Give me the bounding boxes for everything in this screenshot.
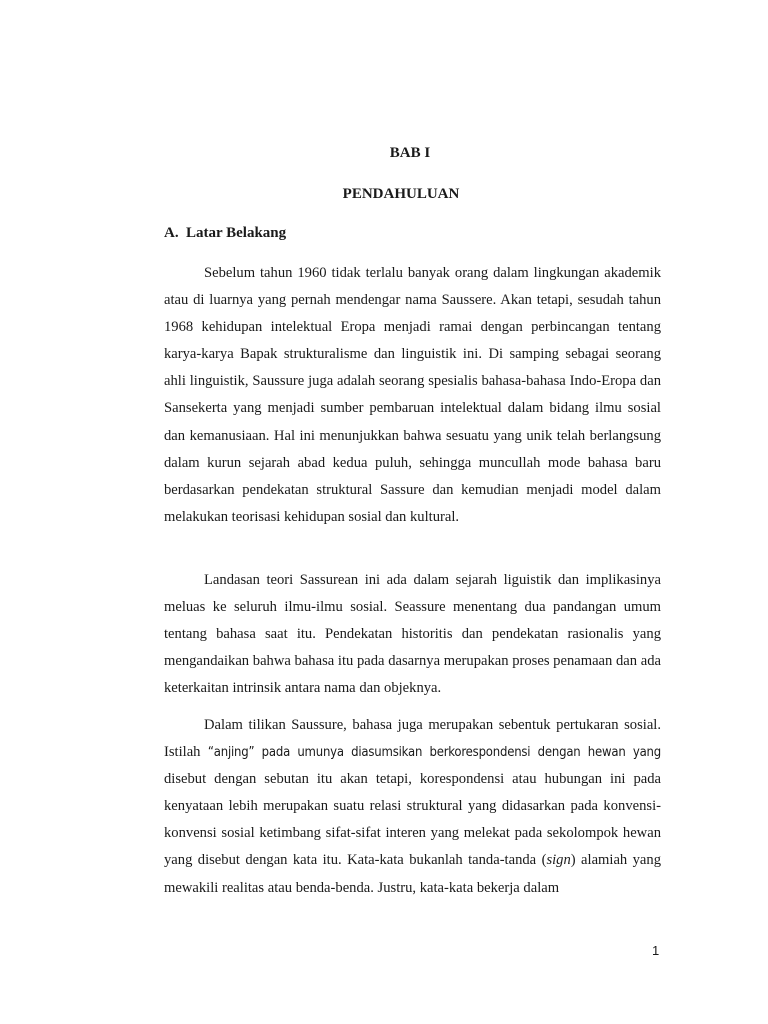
- paragraph-3: [164, 712, 661, 902]
- paragraph-3-text-a: Dalam tilikan Saussure, bahasa juga merupakan sebentuk pertukaran sosial. Istilah: [164, 717, 661, 761]
- paragraph-3-text-d: ) alamiah yang mewakili realitas atau benda-benda. Justru, kata-kata bekerja dalam: [164, 852, 661, 896]
- section-heading: [164, 225, 286, 242]
- paragraph-2-text: Landasan teori Sassurean ini ada dalam sejarah liguistik dan implikasinya meluas ke seluruh ilmu-ilmu sosial. Seassure menentang dua pandangan umum tentang bahasa saat itu. Pendekatan historitis dan pendekatan rasionalis yang mengandaikan bahwa bahasa itu pada dasarnya merupakan proses penamaan dan ada keterkaitan intrinsik antara nama dan objeknya.: [164, 572, 661, 697]
- paragraph-1-text: Sebelum tahun 1960 tidak terlalu banyak orang dalam lingkungan akademik atau di luarnya yang pernah mendengar nama Saussere. Akan tetapi, sesudah tahun 1968 kehidupan intelektual Eropa menjadi ramai dengan perbincangan tentang karya-karya Bapak strukturalisme dan linguistik ini. Di samping sebagai seorang ahli linguistik, Saussure juga adalah seorang spesialis bahasa-bahasa Indo-Eropa dan Sansekerta yang menjadi sumber pembaruan intelektual dalam bidang ilmu sosial dan kemanusiaan. Hal ini menunjukkan bahwa sesuatu yang unik telah berlangsung dalam kurun sejarah abad kedua puluh, sehingga muncullah mode bahasa baru berdasarkan pendekatan struktural Sassure dan kemudian menjadi model dalam melakukan teorisasi kehidupan sosial dan kultural.: [164, 265, 661, 525]
- paragraph-1: [164, 260, 661, 531]
- paragraph-3-text-b: “anjing” pada umunya diasumsikan berkorespondensi dengan hewan yang: [207, 745, 661, 761]
- paragraph-3-text-c: disebut dengan sebutan itu akan tetapi, korespondensi atau hubungan ini pada kenyataan lebih merupakan suatu relasi struktural yang didasarkan pada konvensi-konvensi sosial ketimbang sifat-sifat interen yang melekat pada sekolompok hewan yang disebut dengan kata itu. Kata-kata bukanlah tanda-tanda (: [164, 771, 661, 869]
- chapter-number: BAB I: [389, 145, 431, 161]
- section-number: A.: [164, 225, 179, 241]
- paragraph-3-italic-term: sign: [546, 852, 571, 869]
- section-title: Latar Belakang: [186, 225, 287, 241]
- chapter-title: PENDAHULUAN: [342, 186, 460, 202]
- paragraph-2: [164, 567, 661, 702]
- page-number: 1: [652, 943, 660, 958]
